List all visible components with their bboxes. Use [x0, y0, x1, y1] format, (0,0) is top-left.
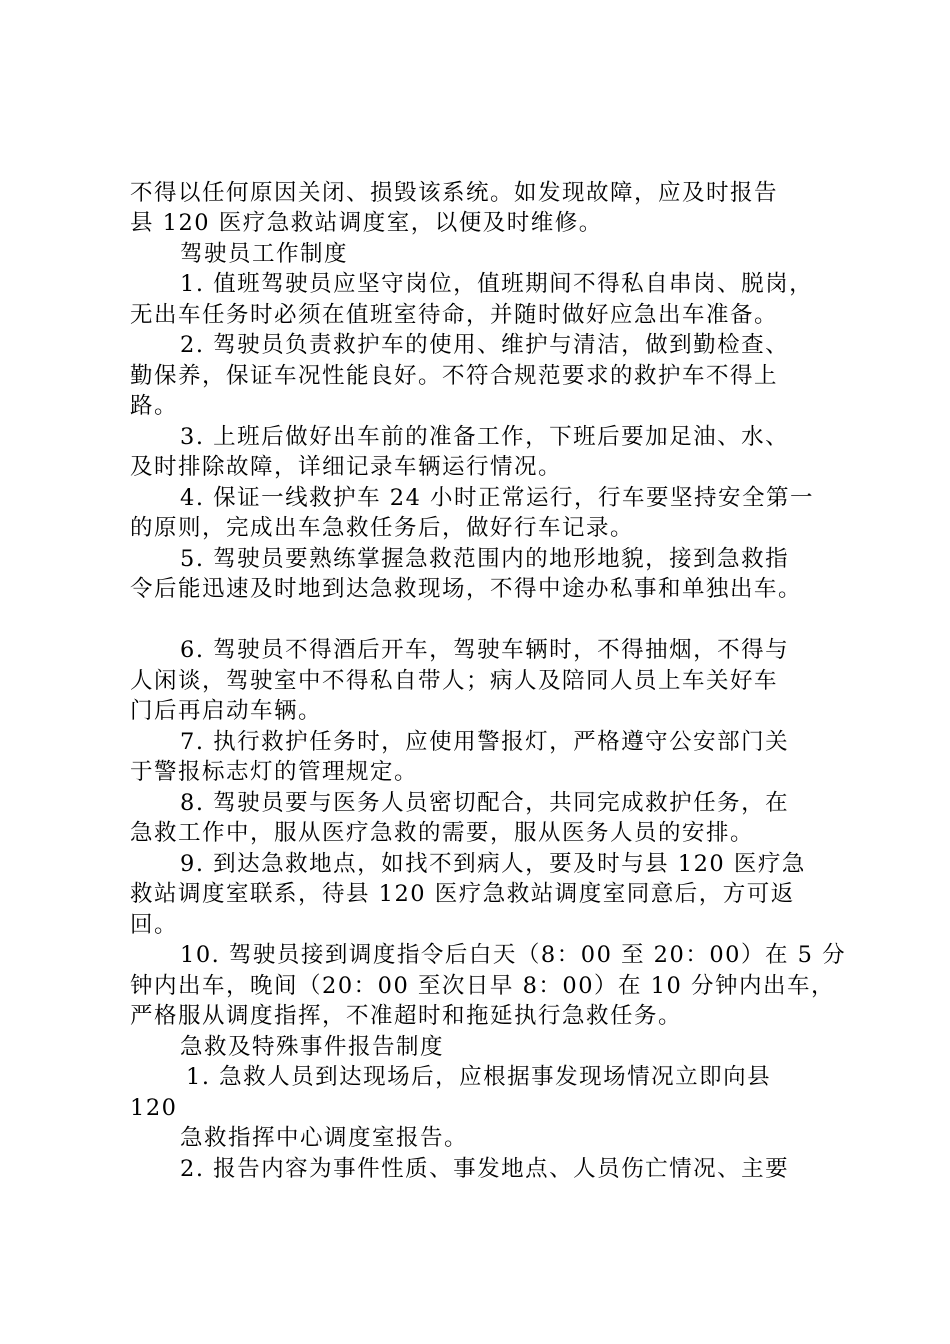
text-line: 6. 驾驶员不得酒后开车，驾驶车辆时，不得抽烟，不得与	[180, 637, 790, 663]
text-line: 9. 到达急救地点，如找不到病人，要及时与县 120 医疗急	[180, 851, 806, 877]
text-line: 令后能迅速及时地到达急救现场，不得中途办私事和单独出车。	[130, 576, 803, 602]
text-line: 2. 驾驶员负责救护车的使用、维护与清洁，做到勤检查、	[180, 332, 790, 358]
text-line: 4. 保证一线救护车 24 小时正常运行，行车要坚持安全第一	[180, 485, 815, 511]
text-line: 勤保养，保证车况性能良好。不符合规范要求的救护车不得上	[130, 363, 779, 389]
text-line: 人闲谈，驾驶室中不得私自带人；病人及陪同人员上车关好车	[130, 668, 779, 694]
text-line: 县 120 医疗急救站调度室，以便及时维修。	[130, 210, 603, 236]
text-line: 7. 执行救护任务时，应使用警报灯，严格遵守公安部门关	[180, 729, 790, 755]
text-line: 严格服从调度指挥，不准超时和拖延执行急救任务。	[130, 1003, 683, 1029]
text-line: 3. 上班后做好出车前的准备工作，下班后要加足油、水、	[180, 424, 790, 450]
text-line: 8. 驾驶员要与医务人员密切配合，共同完成救护任务，在	[180, 790, 790, 816]
text-line: 2. 报告内容为事件性质、事发地点、人员伤亡情况、主要	[180, 1156, 790, 1182]
text-line: 路。	[130, 393, 179, 419]
text-line: 5. 驾驶员要熟练掌握急救范围内的地形地貌，接到急救指	[180, 546, 790, 572]
text-line: 无出车任务时必须在值班室待命，并随时做好应急出车准备。	[130, 302, 779, 328]
text-line: 1. 值班驾驶员应坚守岗位，值班期间不得私自串岗、脱岗，	[180, 271, 814, 297]
text-line: 120	[130, 1095, 178, 1121]
text-line: 门后再启动车辆。	[130, 698, 323, 724]
text-line: 1. 急救人员到达现场后，应根据事发现场情况立即向县	[186, 1064, 772, 1090]
text-line: 急救指挥中心调度室报告。	[180, 1125, 469, 1151]
text-line: 回。	[130, 912, 179, 938]
text-line: 钟内出车，晚间（20：00 至次日早 8：00）在 10 分钟内出车，	[130, 973, 835, 999]
text-line: 及时排除故障，详细记录车辆运行情况。	[130, 454, 563, 480]
text-line: 的原则，完成出车急救任务后，做好行车记录。	[130, 515, 635, 541]
section-heading: 驾驶员工作制度	[180, 241, 349, 267]
text-line: 不得以任何原因关闭、损毁该系统。如发现故障，应及时报告	[130, 180, 779, 206]
text-line: 救站调度室联系，待县 120 医疗急救站调度室同意后，方可返	[130, 881, 795, 907]
text-line: 于警报标志灯的管理规定。	[130, 759, 419, 785]
text-line: 10. 驾驶员接到调度指令后白天（8：00 至 20：00）在 5 分	[180, 942, 847, 968]
text-line: 急救工作中，服从医疗急救的需要，服从医务人员的安排。	[130, 820, 755, 846]
section-heading: 急救及特殊事件报告制度	[180, 1034, 445, 1060]
